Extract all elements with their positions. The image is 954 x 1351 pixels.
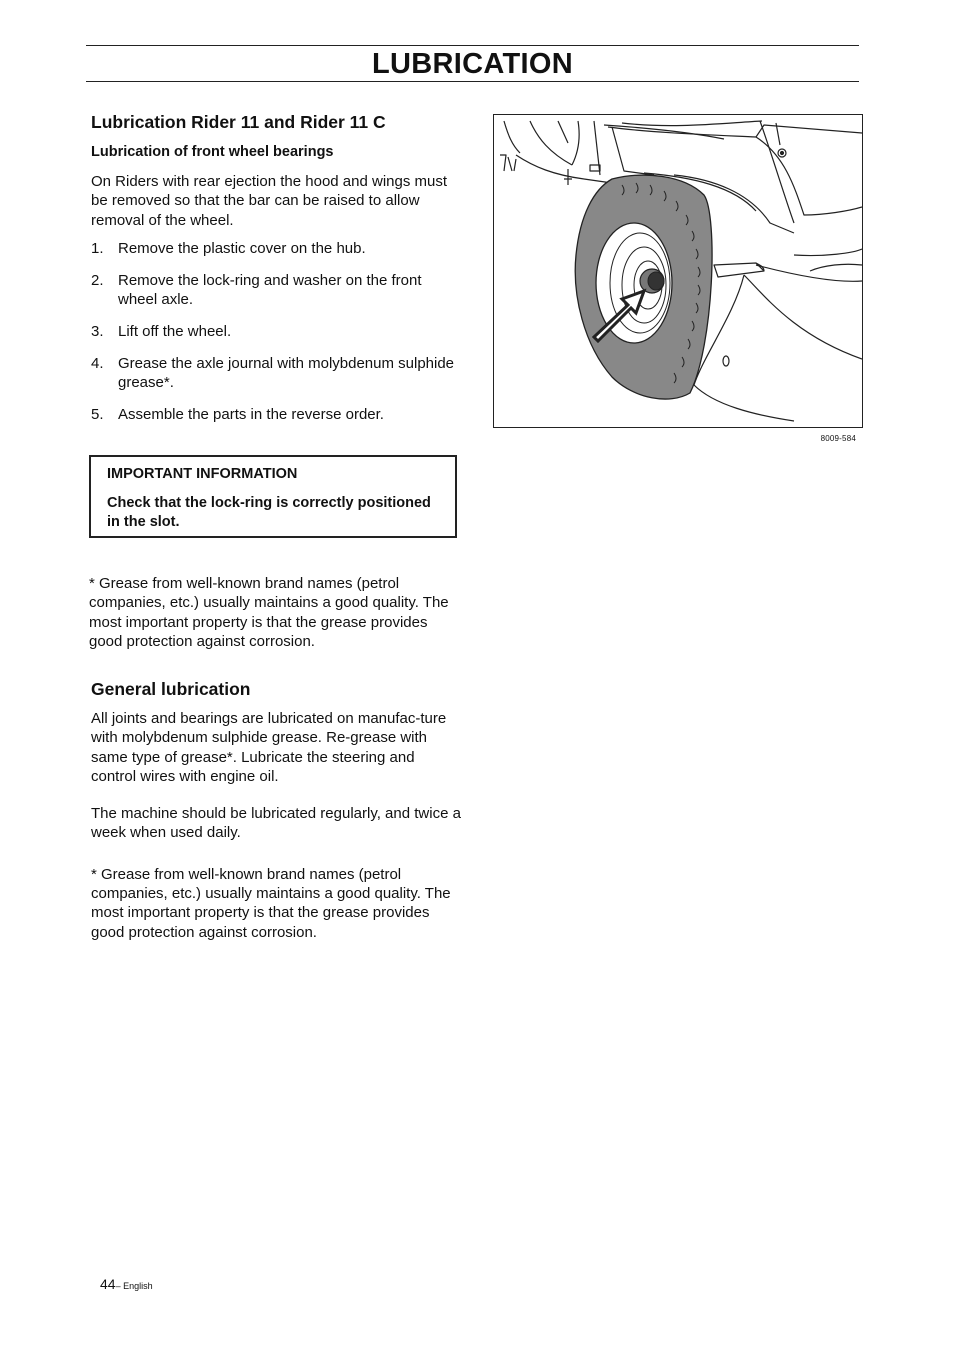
header-rule-bottom <box>86 81 859 82</box>
footnote-text: * Grease from well-known brand names (petrol companies, etc.) usually maintains a good quality. The most important property is that the grease provides good protection against corrosion. <box>91 865 451 941</box>
notice-body: Check that the lock-ring is correctly positioned in the slot. <box>107 495 431 531</box>
mower-wheel-drawing <box>494 115 862 427</box>
footnote-text: * Grease from well-known brand names (petrol companies, etc.) usually maintains a good quality. The most important property is that the grease provides good protection against corrosion. <box>89 575 449 650</box>
steps-list <box>91 239 457 424</box>
section-front-wheel <box>91 111 457 436</box>
page-number: 44 <box>100 1276 116 1292</box>
list-item: 3. Lift off the wheel. <box>91 322 232 340</box>
section-subheading: Lubrication of front wheel bearings <box>91 144 334 160</box>
figure-code: 8009-584 <box>820 434 856 443</box>
section-general-lubrication <box>91 678 461 942</box>
list-item: 2. Remove the lock-ring and washer on the front wheel axle. <box>91 271 422 308</box>
section-heading: Lubrication Rider 11 and Rider 11 C <box>91 112 386 132</box>
intro-paragraph: On Riders with rear ejection the hood and wings must be removed so that the bar can be raised to allow removal of the wheel. <box>91 173 448 229</box>
general-paragraph-1: All joints and bearings are lubricated on manufac-ture with molybdenum sulphide grease. Re-grease with same type of grease*. Lubricate the steering and control wires with engine oil. <box>91 710 447 785</box>
section-heading: General lubrication <box>91 679 251 699</box>
list-item: 5. Assemble the parts in the reverse order. <box>91 405 384 423</box>
notice-title: IMPORTANT INFORMATION <box>107 466 298 482</box>
general-paragraph-2: The machine should be lubricated regularly, and twice a week when used daily. <box>91 805 461 842</box>
page-footer <box>100 1276 153 1292</box>
footer-language: – English <box>115 1281 153 1291</box>
page-title: LUBRICATION <box>372 48 573 80</box>
wheel-illustration <box>493 114 863 428</box>
important-information-box <box>89 455 457 538</box>
list-item: 1. Remove the plastic cover on the hub. <box>91 239 366 257</box>
list-item: 4. Grease the axle journal with molybdenum sulphide grease*. <box>91 354 455 391</box>
footnote-1 <box>89 574 459 651</box>
